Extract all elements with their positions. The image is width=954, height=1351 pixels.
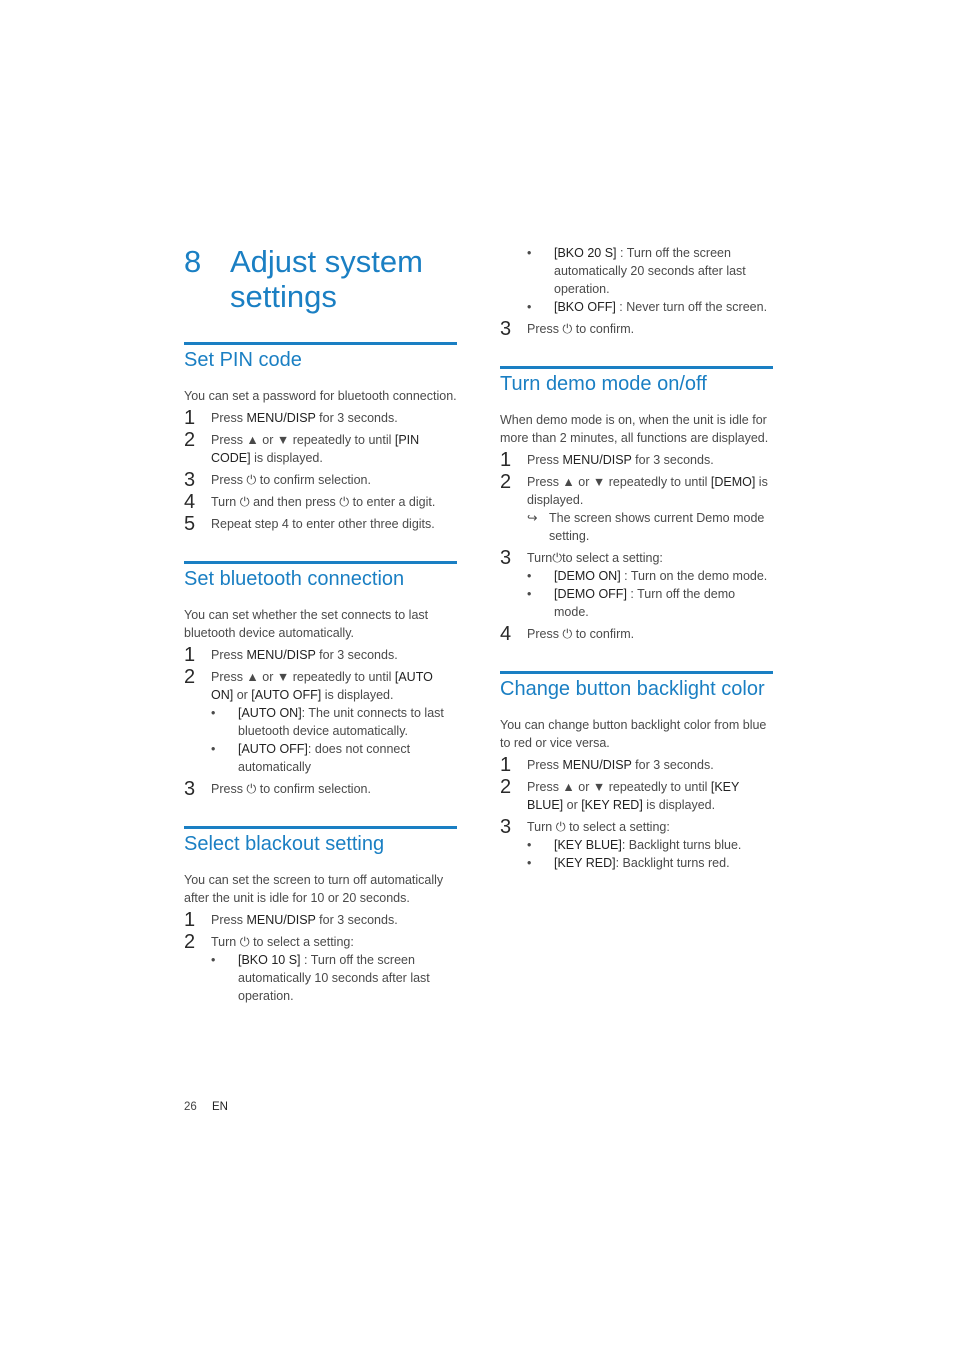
keyword: [AUTO ON]	[238, 706, 302, 720]
step-number: 2	[500, 776, 512, 798]
step-text: Turn ⏻ and then press ⏻ to enter a digit.	[211, 495, 436, 509]
list-item: • [KEY BLUE]: Backlight turns blue.	[527, 838, 742, 852]
step: 1 Press MENU/DISP for 3 seconds.	[184, 644, 398, 666]
keyword: MENU/DISP	[246, 411, 316, 425]
keyword: [KEY BLUE]	[527, 780, 740, 812]
step-number: 2	[184, 429, 196, 451]
keyword: [DEMO]	[710, 475, 756, 489]
section-intro: You can set whether the set connects to last bluetooth device automatically.	[184, 608, 429, 640]
step-number: 3	[184, 469, 196, 491]
page-footer	[184, 1101, 228, 1113]
section-intro: When demo mode is on, when the unit is idle for more than 2 minutes, all functions are displayed.	[500, 413, 769, 445]
section-intro: You can set a password for bluetooth connection.	[184, 389, 457, 403]
step-number: 2	[184, 666, 196, 688]
step	[184, 493, 457, 511]
step: 2 Press ▲ or ▼ repeatedly to until [AUTO ON] or [AUTO OFF] is displayed. • [AUTO ON]: The unit connects to last bluetooth device automatically. • [AUTO OFF]: does not connect automatically	[184, 668, 457, 776]
step-number: 4	[184, 491, 196, 513]
keyword: MENU/DISP	[562, 453, 632, 467]
step-text: Press ⏻ to confirm.	[527, 322, 635, 336]
step	[500, 818, 773, 872]
keyword: [BKO OFF]	[554, 300, 616, 314]
step: 1 Press MENU/DISP for 3 seconds.	[500, 449, 714, 471]
section-heading: Set bluetooth connection	[184, 568, 405, 590]
keyword: MENU/DISP	[562, 758, 632, 772]
section-heading: Change button backlight color	[500, 678, 765, 700]
bullet-list	[527, 244, 773, 316]
list-item: • [AUTO OFF]: does not connect automatically	[211, 742, 411, 774]
bullet-list	[527, 567, 773, 621]
keyword: [KEY RED]	[554, 856, 616, 870]
result-arrow-icon: ↪	[527, 511, 538, 525]
keyword: [KEY RED]	[581, 798, 643, 812]
list-item: • [BKO 10 S] : Turn off the screen automatically 10 seconds after last operation.	[211, 953, 430, 1003]
list-item: • [BKO 20 S] : Turn off the screen automatically 20 seconds after last operation.	[527, 246, 746, 296]
step-text: Press ⏻ to confirm selection.	[211, 473, 371, 487]
step: 1 Press MENU/DISP for 3 seconds.	[184, 909, 398, 931]
step	[184, 933, 457, 1005]
step: 2 Press ▲ or ▼ repeatedly to until [DEMO] is displayed. ↪ The screen shows current Demo mode setting.	[500, 473, 773, 545]
step-text: Turn⏻to select a setting:	[527, 551, 663, 565]
list-item: • [DEMO OFF] : Turn off the demo mode.	[527, 587, 736, 619]
section-heading: Turn demo mode on/off	[500, 373, 707, 395]
left-column	[184, 244, 457, 1005]
step-number: 1	[184, 644, 196, 666]
step-text: Turn ⏻ to select a setting:	[527, 820, 670, 834]
step	[184, 471, 457, 489]
step: 1 Press MENU/DISP for 3 seconds.	[184, 407, 398, 429]
step-text: Press ⏻ to confirm selection.	[211, 782, 371, 796]
page-number: 26	[184, 1101, 197, 1113]
step-text: Turn ⏻ to select a setting:	[211, 935, 354, 949]
step: 2 Press ▲ or ▼ repeatedly to until [PIN CODE] is displayed.	[184, 429, 420, 465]
section-set-bluetooth-connection	[184, 561, 457, 798]
bullet-list	[527, 836, 773, 872]
keyword: [BKO 20 S]	[554, 246, 617, 260]
list-item: • [KEY RED]: Backlight turns red.	[527, 856, 730, 870]
keyword: [DEMO ON]	[554, 569, 621, 583]
section-intro: You can change button backlight color from blue to red or vice versa.	[500, 718, 767, 750]
chapter-heading	[184, 244, 457, 314]
keyword: [AUTO OFF]	[251, 688, 322, 702]
blackout-continuation	[500, 244, 773, 316]
step	[500, 320, 773, 338]
section-heading: Select blackout setting	[184, 833, 385, 855]
bullet-list	[211, 704, 457, 776]
chapter-number: 8	[184, 244, 202, 279]
section-select-blackout-setting	[184, 826, 457, 1005]
section-change-backlight-color	[500, 671, 773, 872]
keyword: [BKO 10 S]	[238, 953, 301, 967]
step-number: 5	[184, 513, 196, 535]
right-column	[500, 244, 773, 872]
step	[500, 549, 773, 621]
step	[500, 625, 773, 643]
step-number: 2	[184, 931, 196, 953]
step	[184, 515, 457, 533]
step-number: 2	[500, 471, 512, 493]
step-number: 1	[500, 754, 512, 776]
chapter-title: Adjust system settings	[230, 244, 423, 314]
step: 2 Press ▲ or ▼ repeatedly to until [KEY BLUE] or [KEY RED] is displayed.	[500, 776, 740, 812]
section-set-pin-code	[184, 342, 457, 533]
section-intro: You can set the screen to turn off automatically after the unit is idle for 10 or 20 seconds.	[184, 873, 444, 905]
step: 1 Press MENU/DISP for 3 seconds.	[500, 754, 714, 776]
bullet-list	[211, 951, 457, 1005]
keyword: [KEY BLUE]	[554, 838, 622, 852]
step-text: Press ⏻ to confirm.	[527, 627, 635, 641]
keyword: MENU/DISP	[246, 913, 316, 927]
step	[184, 780, 457, 798]
step-number: 3	[184, 778, 196, 800]
list-item: • [DEMO ON] : Turn on the demo mode.	[527, 569, 768, 583]
keyword: [AUTO ON]	[211, 670, 433, 702]
step-number: 3	[500, 816, 512, 838]
keyword: [DEMO OFF]	[554, 587, 627, 601]
section-turn-demo-mode	[500, 366, 773, 643]
keyword: [AUTO OFF]	[238, 742, 308, 756]
step-number: 1	[184, 407, 196, 429]
keyword: MENU/DISP	[246, 648, 316, 662]
list-item: • [AUTO ON]: The unit connects to last bluetooth device automatically.	[211, 706, 444, 738]
step-number: 1	[184, 909, 196, 931]
step-result: ↪ The screen shows current Demo mode setting.	[527, 511, 765, 543]
keyword: [PIN CODE]	[211, 433, 420, 465]
section-heading: Set PIN code	[184, 349, 302, 371]
list-item: • [BKO OFF] : Never turn off the screen.	[527, 300, 768, 314]
step-number: 1	[500, 449, 512, 471]
step-number: 3	[500, 547, 512, 569]
step-number: 4	[500, 623, 512, 645]
step-text: Repeat step 4 to enter other three digits.	[211, 517, 435, 531]
step-number: 3	[500, 318, 512, 340]
language-code: EN	[212, 1101, 228, 1113]
